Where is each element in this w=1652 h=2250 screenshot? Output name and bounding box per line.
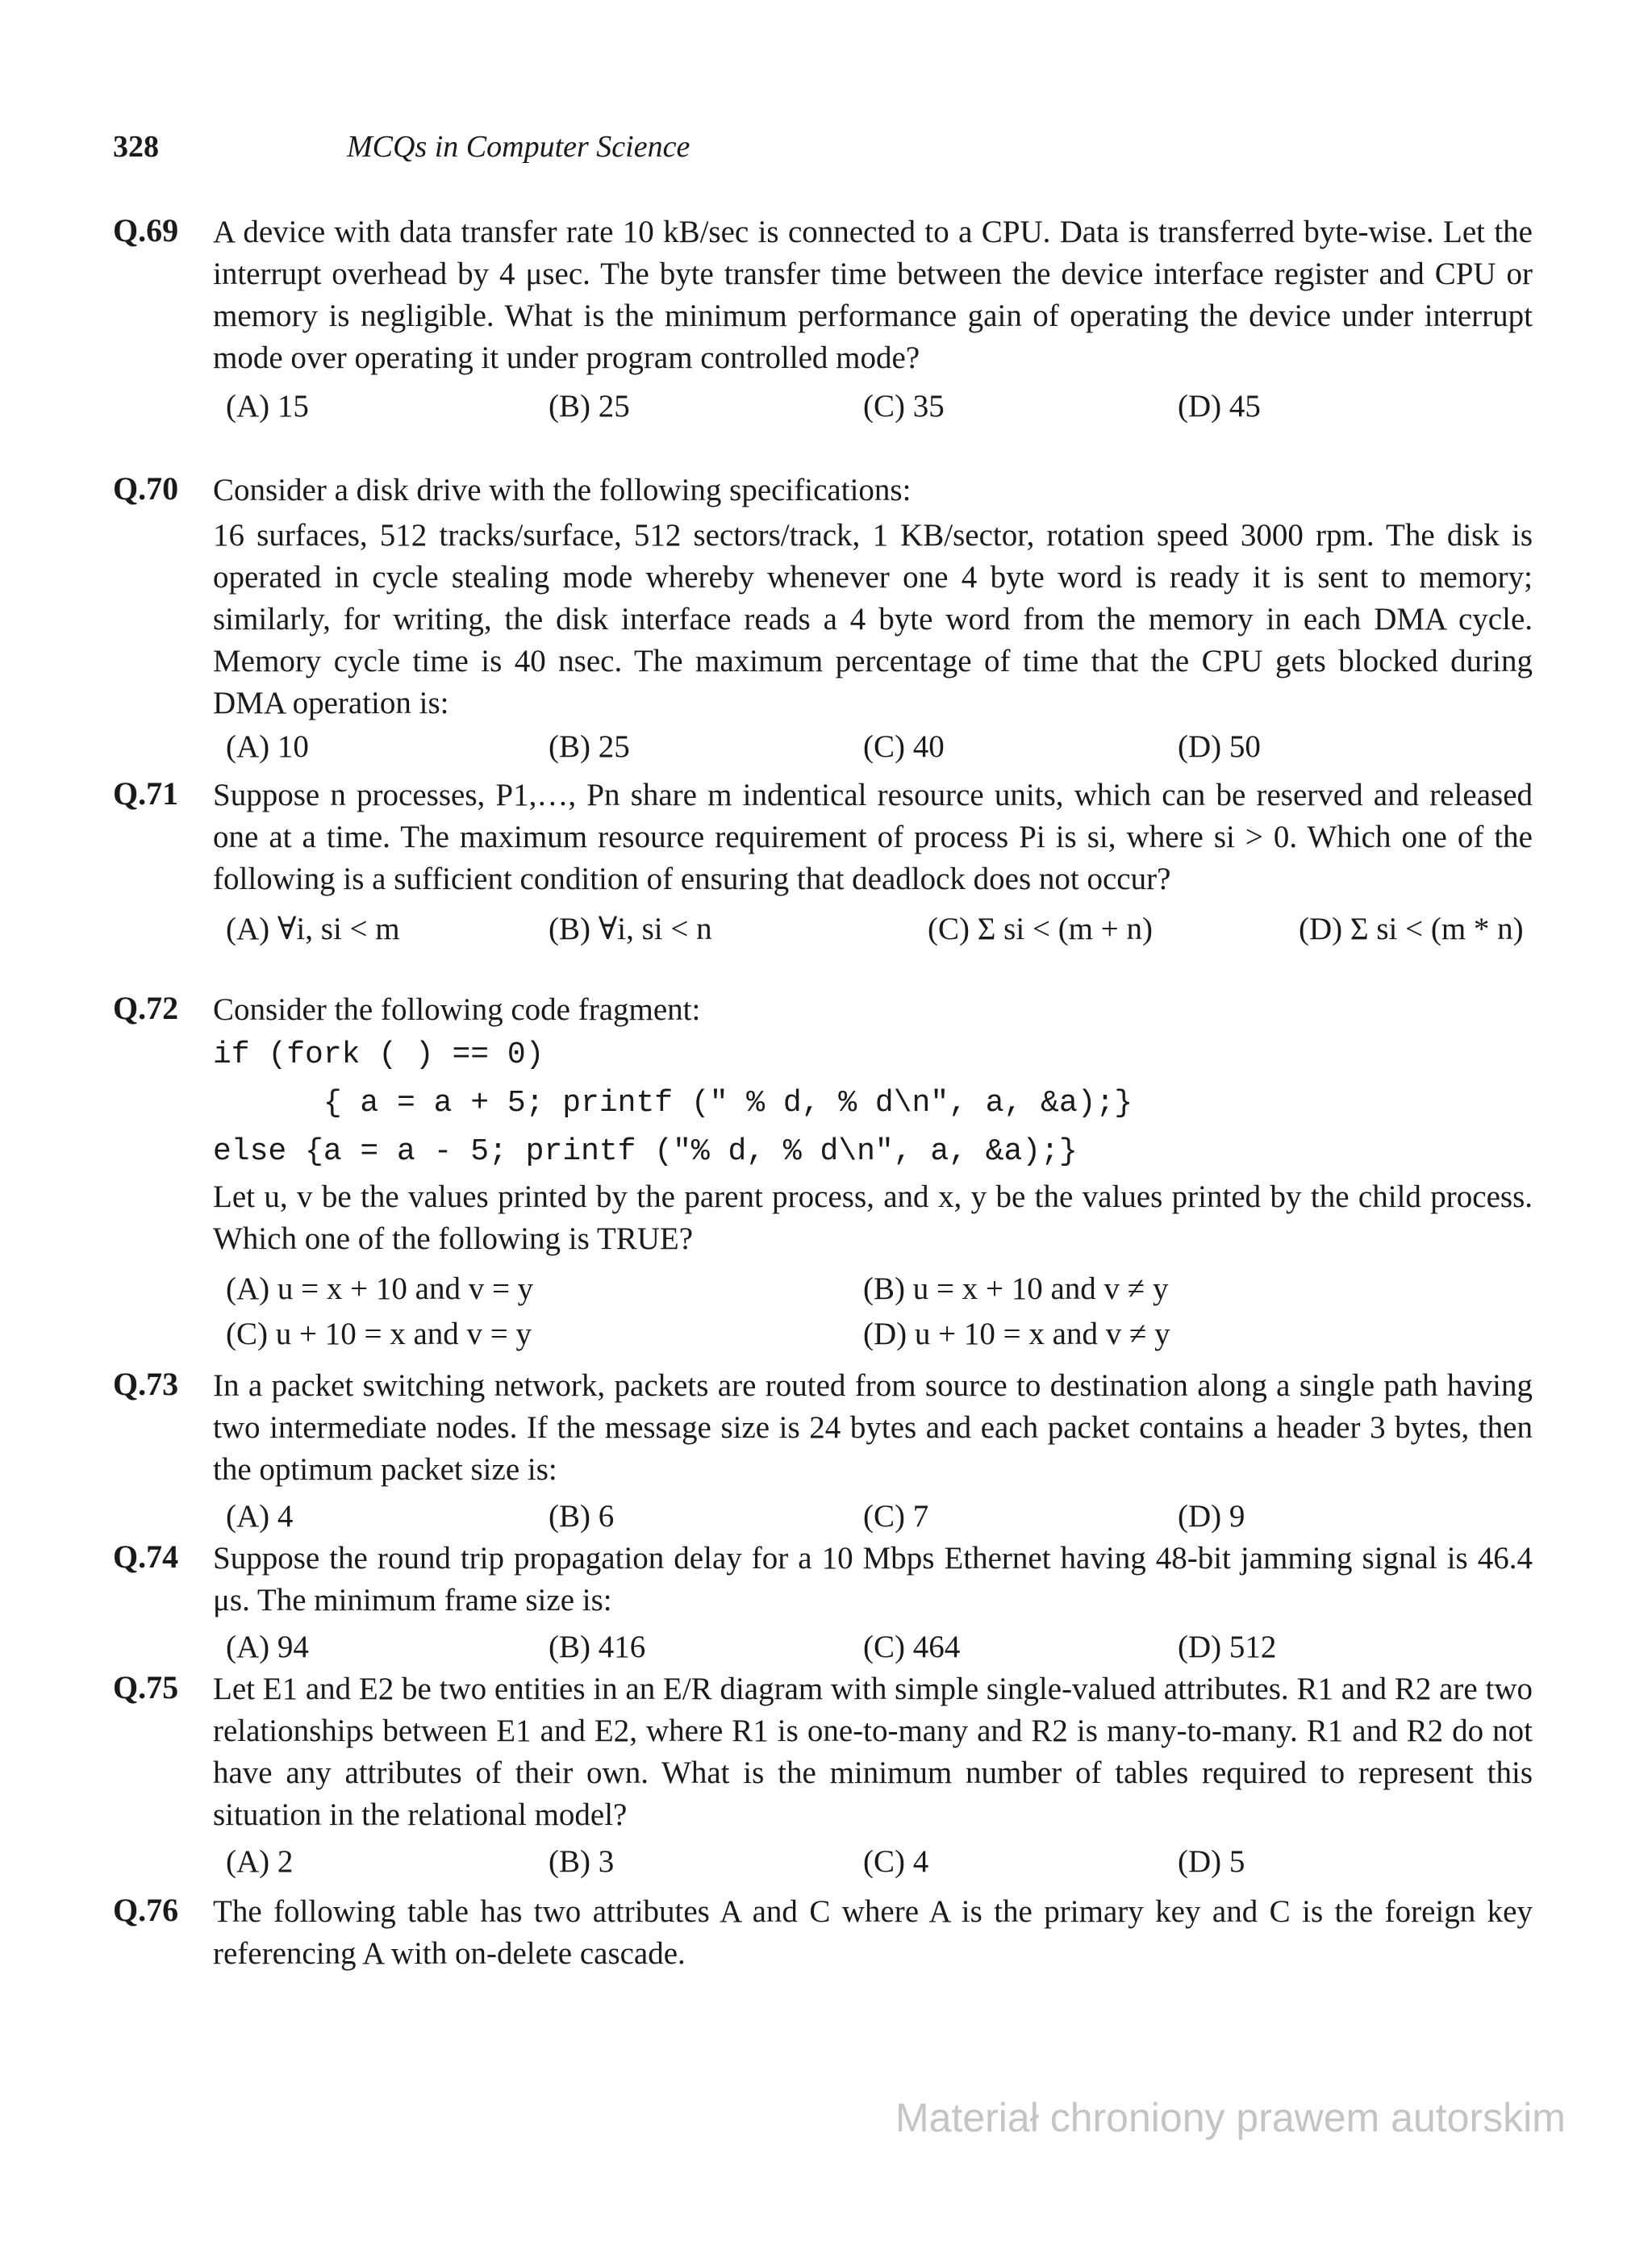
question-72	[113, 989, 1533, 1357]
question-text: Consider the following code fragment:	[213, 992, 701, 1027]
question-number: Q.75	[113, 1669, 179, 1705]
question-specs: 16 surfaces, 512 tracks/surface, 512 sectors/track, 1 KB/sector, rotation speed 3000 rpm. The disk is operated in cycle stealing mode whereby whenever one 4 byte word is ready it is sent to memory; similarly, for writing, the disk interface reads a 4 byte word from the memory in each DMA cycle. Memory cycle time is 40 nsec. The maximum percentage of time that the CPU gets blocked during DMA operation is:	[213, 518, 1533, 720]
code-line: if (fork ( ) == 0)	[213, 1037, 544, 1072]
question-number: Q.72	[113, 990, 179, 1026]
question-76	[113, 1891, 1533, 1975]
option-b: (B) 416	[549, 1630, 646, 1664]
options-row	[226, 1625, 1533, 1670]
options-row	[226, 724, 1533, 770]
page-header	[113, 129, 690, 165]
option-d: (D) 50	[1178, 729, 1261, 764]
question-text: The following table has two attributes A and C where A is the primary key and C is the foreign key referencing A with on-delete cascade.	[213, 1894, 1533, 1971]
question-75	[113, 1668, 1533, 1885]
options-row	[226, 384, 1533, 429]
option-a: (A) 4	[226, 1499, 294, 1534]
option-d: (D) 45	[1178, 389, 1261, 424]
code-line: { a = a + 5; printf (" % d, % d\n", a, &a);}	[213, 1086, 1133, 1121]
option-d: (D) Σ si < (m * n)	[1299, 912, 1524, 946]
options-row	[226, 1839, 1533, 1885]
question-number: Q.71	[113, 775, 179, 812]
question-text-continued: Let u, v be the values printed by the parent process, and x, y be the values printed by the child process. Which one of the following is TRUE?	[213, 1179, 1533, 1256]
option-a: (A) 15	[226, 389, 309, 424]
option-d: (D) u + 10 = x and v ≠ y	[863, 1317, 1170, 1351]
option-a: (A) ∀i, si < m	[226, 912, 400, 946]
question-number: Q.76	[113, 1892, 179, 1928]
option-b: (B) 6	[549, 1499, 615, 1534]
question-70	[113, 470, 1533, 770]
question-69	[113, 211, 1533, 429]
question-text: In a packet switching network, packets are routed from source to destination along a single path having two intermediate nodes. If the message size is 24 bytes and each packet contains a header 3 bytes, then the optimum packet size is:	[213, 1368, 1533, 1487]
page-number: 328	[113, 130, 159, 164]
question-text: Suppose n processes, P1,…, Pn share m indentical resource units, which can be reserved and released one at a time. The maximum resource requirement of process Pi is si, where si > 0. Which one of the following is a sufficient condition of ensuring that deadlock does not occur?	[213, 778, 1533, 896]
question-73	[113, 1365, 1533, 1539]
option-b: (B) 25	[549, 729, 630, 764]
question-text: Suppose the round trip propagation delay for a 10 Mbps Ethernet having 48-bit jamming signal is 46.4 μs. The minimum frame size is:	[213, 1541, 1533, 1618]
option-a: (A) 2	[226, 1844, 294, 1879]
options-row	[226, 907, 1533, 952]
question-number: Q.73	[113, 1366, 179, 1402]
option-a: (A) 94	[226, 1630, 309, 1664]
code-line: else {a = a - 5; printf ("% d, % d\n", a, &a);}	[213, 1134, 1078, 1169]
code-fragment	[213, 1031, 1533, 1176]
options-row	[226, 1494, 1533, 1539]
option-b: (B) u = x + 10 and v ≠ y	[863, 1271, 1169, 1306]
question-text: Let E1 and E2 be two entities in an E/R diagram with simple single-valued attributes. R1 and R2 are two relationships between E1 and E2, where R1 is one-to-many and R2 is many-to-many. R1 and R2 do not have any attributes of their own. What is the minimum number of tables required to represent this situation in the relational model?	[213, 1672, 1533, 1832]
option-b: (B) 25	[549, 389, 630, 424]
option-a: (A) 10	[226, 729, 309, 764]
book-title: MCQs in Computer Science	[347, 130, 690, 164]
option-c: (C) 40	[863, 729, 945, 764]
option-d: (D) 9	[1178, 1499, 1245, 1534]
option-c: (C) Σ si < (m + n)	[928, 912, 1153, 946]
question-number: Q.70	[113, 470, 179, 507]
option-c: (C) u + 10 = x and v = y	[226, 1317, 532, 1351]
question-74	[113, 1538, 1533, 1670]
option-c: (C) 35	[863, 389, 945, 424]
option-d: (D) 5	[1178, 1844, 1245, 1879]
question-text: Consider a disk drive with the following specifications:	[213, 473, 912, 507]
option-c: (C) 4	[863, 1844, 929, 1879]
question-text: A device with data transfer rate 10 kB/sec is connected to a CPU. Data is transferred byte-wise. Let the interrupt overhead by 4 μsec. The byte transfer time between the device interface register and CPU or memory is negligible. What is the minimum performance gain of operating the device under interrupt mode over operating it under program controlled mode?	[213, 215, 1533, 375]
option-d: (D) 512	[1178, 1630, 1277, 1664]
option-c: (C) 7	[863, 1499, 929, 1534]
options-grid	[226, 1267, 1533, 1357]
question-number: Q.74	[113, 1538, 179, 1575]
option-c: (C) 464	[863, 1630, 961, 1664]
option-b: (B) ∀i, si < n	[549, 912, 712, 946]
option-a: (A) u = x + 10 and v = y	[226, 1271, 534, 1306]
question-71	[113, 774, 1533, 952]
copyright-watermark: Materiał chroniony prawem autorskim	[895, 2095, 1566, 2140]
question-number: Q.69	[113, 212, 179, 248]
option-b: (B) 3	[549, 1844, 615, 1879]
